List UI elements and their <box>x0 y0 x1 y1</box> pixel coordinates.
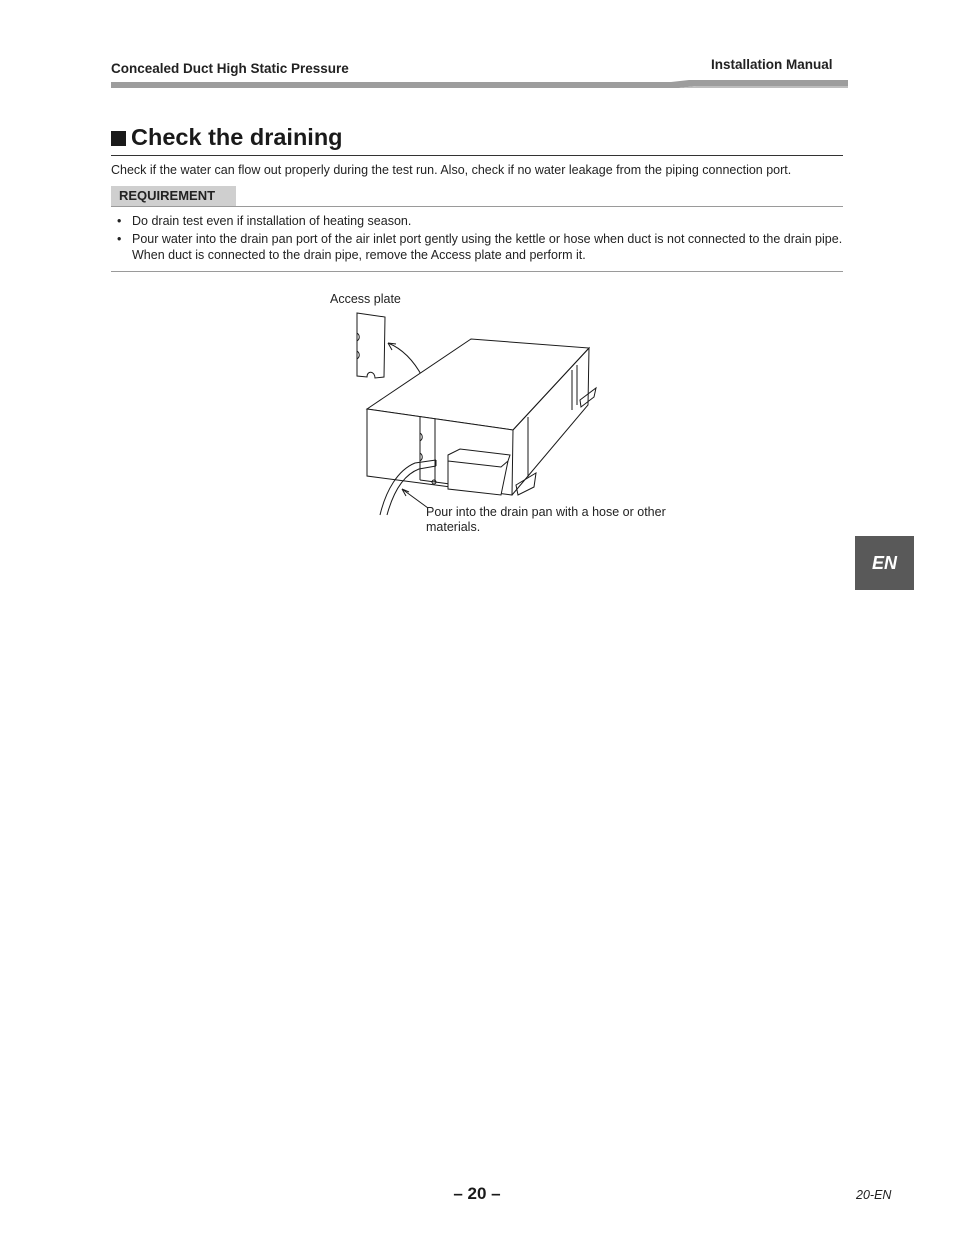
section-title: Check the draining <box>131 124 343 150</box>
heading-square-icon <box>111 131 126 146</box>
mounting-bracket <box>516 473 536 495</box>
requirement-list <box>111 213 843 265</box>
page-code: 20-EN <box>856 1188 892 1202</box>
page-number: – 20 – <box>453 1184 501 1203</box>
requirement-bottom-divider <box>111 271 843 272</box>
bullet-icon: • <box>117 214 122 228</box>
requirement-text: Pour water into the drain pan port of the air inlet port gently using the kettle or hose when duct is not connected to the drain pipe. When duct is connected to the drain pipe, remove the Access plate and perform it. <box>132 232 843 262</box>
language-tab: EN <box>855 536 914 590</box>
drain-test-illustration <box>340 305 610 520</box>
access-plate-label: Access plate <box>330 292 401 306</box>
requirement-text: Do drain test even if installation of heating season. <box>132 214 412 228</box>
intro-paragraph: Check if the water can flow out properly during the test run. Also, check if no water leakage from the piping connection port. <box>111 163 792 177</box>
requirement-label: REQUIREMENT <box>111 186 236 206</box>
header-bar <box>111 80 848 88</box>
requirement-divider <box>111 206 843 207</box>
electrical-box <box>448 449 510 495</box>
header-right-title: Installation Manual <box>711 57 833 72</box>
pour-instruction-label: Pour into the drain pan with a hose or other materials. <box>426 505 666 534</box>
section-heading <box>111 124 343 151</box>
pour-leader-line <box>402 489 428 508</box>
bullet-icon: • <box>117 232 122 246</box>
list-item <box>111 231 843 263</box>
list-item <box>111 213 843 229</box>
access-plate-shape <box>357 313 385 378</box>
title-divider <box>111 155 843 156</box>
header-left-title: Concealed Duct High Static Pressure <box>111 61 349 76</box>
